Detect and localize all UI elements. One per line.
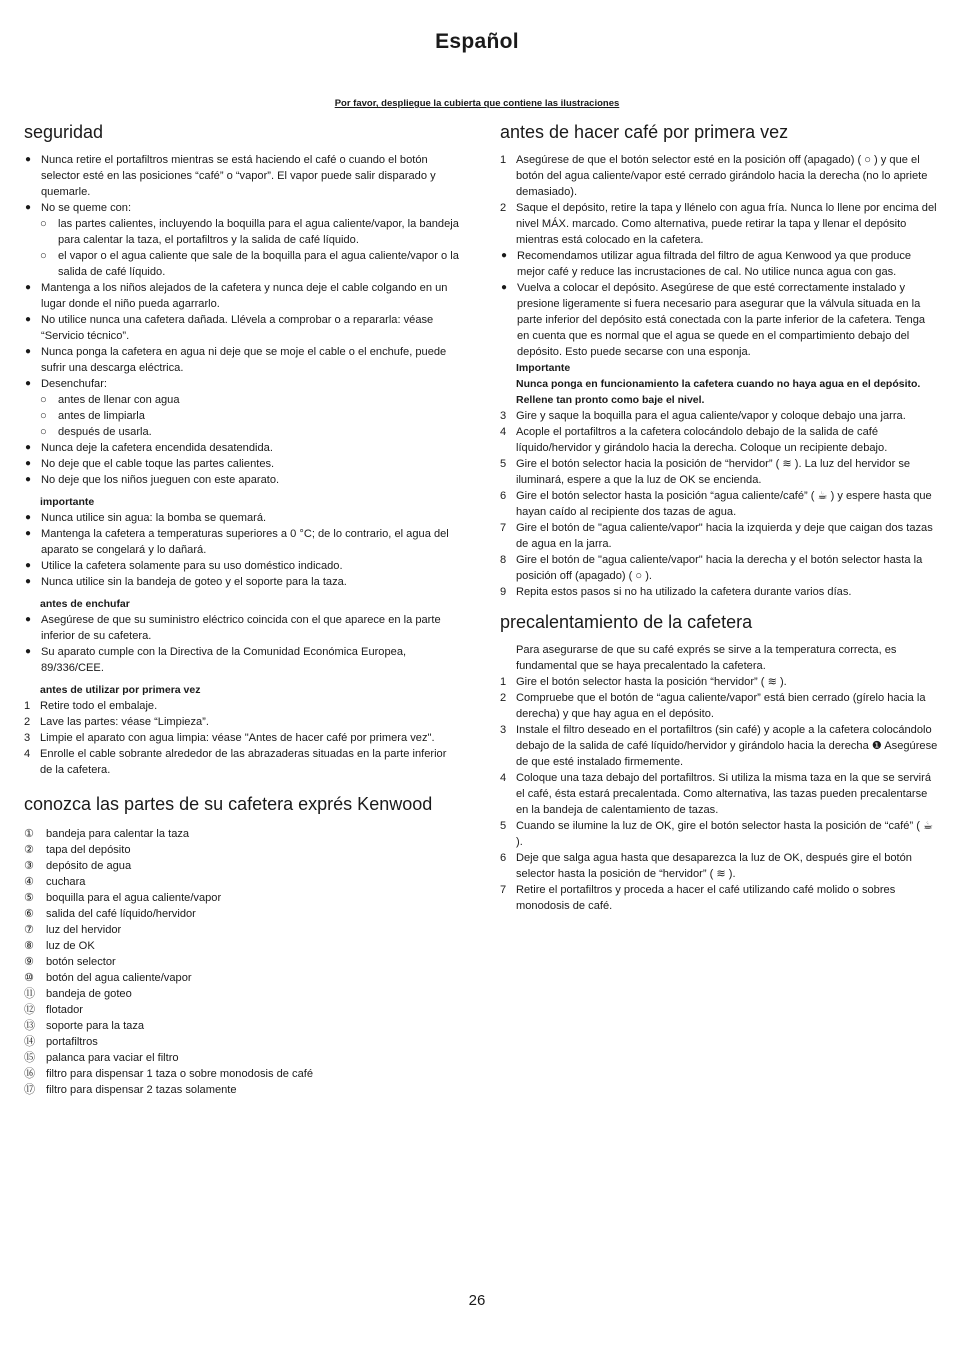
list-text: las partes calientes, incluyendo la boquilla para el agua caliente/vapor, la bandeja para calentar la taza, el portafiltros y la salida de café líquido.	[58, 218, 459, 246]
list-item	[24, 344, 459, 376]
list-text: antes de limpiarla	[58, 410, 145, 422]
list-text: Gire el botón selector hasta la posición “agua caliente/café” ( ☕ ) y espere hasta que hayan caído al recipiente dos tazas de agua.	[516, 490, 932, 518]
list-marker: ⑥	[24, 908, 34, 920]
list-text: salida del café líquido/hervidor	[46, 908, 196, 920]
heading-seguridad: seguridad	[24, 122, 104, 142]
first-use-steps-a	[500, 152, 938, 360]
list-text: tapa del depósito	[46, 844, 131, 856]
list-marker: ●	[25, 442, 32, 453]
list-text: Instale el filtro deseado en el portafiltros (sin café) y acople a la cafetera colocándolo debajo de la salida de café líquido/hervidor y girándolo hacia la derecha ❶ Asegúrese de que esté instalado firmemente.	[516, 724, 938, 768]
list-text: Nunca ponga la cafetera en agua ni deje que se moje el cable o el enchufe, puede sufrir una descarga eléctrica.	[41, 346, 447, 374]
list-marker: ●	[25, 346, 32, 357]
list-item	[24, 440, 459, 456]
list-item	[24, 1018, 459, 1034]
list-item	[24, 746, 459, 778]
list-marker: 1	[24, 700, 31, 712]
list-text: el vapor o el agua caliente que sale de la boquilla para el agua caliente/vapor o la salida de café líquido.	[58, 250, 459, 278]
list-marker: ⑧	[24, 940, 34, 952]
list-marker: ⑪	[24, 988, 36, 1000]
list-marker: ⑦	[24, 924, 34, 936]
list-text: soporte para la taza	[46, 1020, 145, 1032]
list-item	[500, 456, 938, 488]
list-marker: 6	[500, 490, 507, 502]
list-text: bandeja para calentar la taza	[46, 828, 190, 840]
list-item	[500, 770, 938, 818]
list-text: filtro para dispensar 1 taza o sobre monodosis de café	[46, 1068, 314, 1080]
list-item	[24, 874, 459, 890]
list-text: Nunca retire el portafiltros mientras se está haciendo el café o cuando el botón selector esté en las posiciones “café” o “vapor”. El vapor puede salir disparado y quemarle.	[41, 154, 436, 198]
list-item	[500, 552, 938, 584]
list-item	[500, 674, 938, 690]
list-text: Coloque una taza debajo del portafiltros. Si utiliza la misma taza en la que se servirá el café, ésta estará precalentada. Como alternativa, las tazas pueden precalentarse en la bandeja de calentamiento de tazas.	[516, 772, 932, 816]
preheat-intro: Para asegurarse de que su café exprés se sirve a la temperatura correcta, es fundamental que se haya precalentado la cafetera.	[516, 644, 897, 672]
importante-warning: Nunca ponga en funcionamiento la cafetera cuando no haya agua en el depósito. Rellene tan pronto como baje el nivel.	[516, 378, 921, 406]
list-item	[24, 216, 459, 248]
list-marker: ●	[25, 202, 32, 213]
list-text: luz del hervidor	[46, 924, 122, 936]
list-marker: 7	[500, 884, 507, 896]
list-text: Nunca utilice sin agua: la bomba se quemará.	[41, 512, 267, 524]
list-text: Gire y saque la boquilla para el agua caliente/vapor y coloque debajo una jarra.	[516, 410, 906, 422]
list-text: bandeja de goteo	[46, 988, 132, 1000]
list-marker: ○	[40, 394, 47, 406]
list-marker: ●	[501, 250, 508, 261]
list-item	[24, 858, 459, 874]
list-item	[500, 818, 938, 850]
list-marker: 9	[500, 586, 507, 598]
list-item	[24, 612, 459, 644]
list-text: Nunca deje la cafetera encendida desatendida.	[41, 442, 273, 454]
list-text: Compruebe que el botón de “agua caliente/vapor” está bien cerrado (gírelo hacia la derecha) y que hay agua en el depósito.	[516, 692, 926, 720]
list-item	[500, 424, 938, 456]
list-item	[24, 714, 459, 730]
list-text: antes de llenar con agua	[58, 394, 180, 406]
heading-antes-de-enchufar: antes de enchufar	[40, 598, 130, 610]
list-text: portafiltros	[46, 1036, 98, 1048]
list-item	[24, 1050, 459, 1066]
list-marker: 2	[500, 692, 507, 704]
list-text: Saque el depósito, retire la tapa y llénelo con agua fría. Nunca lo llene por encima del nivel MÁX. marcado. Como alternativa, puede retirar la tapa y llenar el depósito mientras está colocado en la cafetera.	[516, 202, 937, 246]
list-text: Gire el botón selector hacia la posición de “hervidor” ( ≋ ). La luz del hervidor se iluminará, espere a que la luz de OK se encienda.	[516, 458, 911, 486]
list-item	[500, 200, 938, 248]
list-marker: 3	[24, 732, 31, 744]
list-item	[500, 584, 938, 600]
list-text: No deje que los niños jueguen con este aparato.	[41, 474, 280, 486]
list-text: Deje que salga agua hasta que desaparezca la luz de OK, después gire el botón selector hasta la posición de “hervidor” ( ≋ ).	[516, 852, 912, 880]
list-item	[24, 1066, 459, 1082]
list-text: botón selector	[46, 956, 116, 968]
list-item	[24, 1002, 459, 1018]
list-marker: ●	[25, 154, 32, 165]
list-text: Desenchufar:	[41, 378, 107, 390]
importante-label: Importante	[516, 362, 571, 374]
list-text: Lave las partes: véase “Limpieza”.	[40, 716, 209, 728]
list-text: Asegúrese de que su suministro eléctrico coincida con el que aparece en la parte inferior de su cafetera.	[41, 614, 441, 642]
right-column	[500, 120, 938, 914]
list-text: filtro para dispensar 2 tazas solamente	[46, 1084, 237, 1096]
list-marker: ●	[25, 528, 32, 539]
list-text: Retire el portafiltros y proceda a hacer el café utilizando café molido o sobres monodosis de café.	[516, 884, 896, 912]
fold-out-note: Por favor, despliegue la cubierta que contiene las ilustraciones	[334, 98, 620, 109]
list-marker: ●	[25, 646, 32, 657]
enchufar-list	[24, 612, 459, 676]
list-marker: 3	[500, 410, 507, 422]
list-marker: 3	[500, 724, 507, 736]
list-text: Su aparato cumple con la Directiva de la Comunidad Económica Europea, 89/336/CEE.	[41, 646, 407, 674]
list-marker: ⑯	[24, 1068, 36, 1080]
heading-primera-vez-cafe: antes de hacer café por primera vez	[500, 122, 789, 142]
list-marker: 1	[500, 154, 507, 166]
list-text: Limpie el aparato con agua limpia: véase "Antes de hacer café por primera vez".	[40, 732, 435, 744]
list-item	[24, 698, 459, 714]
list-marker: ○	[40, 218, 47, 230]
list-item	[24, 280, 459, 312]
list-item	[24, 200, 459, 216]
heading-precalentamiento: precalentamiento de la cafetera	[500, 612, 753, 632]
list-marker: 2	[24, 716, 31, 728]
list-text: botón del agua caliente/vapor	[46, 972, 192, 984]
list-item	[500, 248, 938, 280]
list-item	[500, 280, 938, 360]
safety-list	[24, 152, 459, 488]
list-marker: 4	[500, 772, 507, 784]
list-marker: 4	[24, 748, 31, 760]
list-marker: ①	[24, 828, 34, 840]
list-marker: ⑮	[24, 1052, 36, 1064]
list-item	[24, 456, 459, 472]
list-marker: 5	[500, 458, 507, 470]
list-text: No deje que el cable toque las partes calientes.	[41, 458, 275, 470]
list-text: Cuando se ilumine la luz de OK, gire el botón selector hasta la posición de “café” ( ☕ ).	[516, 820, 933, 848]
list-text: Gire el botón de "agua caliente/vapor" hacia la derecha y el botón selector hasta la posición off (apagado) ( ○ ).	[516, 554, 923, 582]
list-text: flotador	[46, 1004, 84, 1016]
list-marker: ⑤	[24, 892, 34, 904]
list-item	[24, 1034, 459, 1050]
list-item	[24, 408, 459, 424]
list-text: Acople el portafiltros a la cafetera colocándolo debajo de la salida de café líquido/hervidor y girándolo hacia la derecha. Coloque un recipiente debajo.	[516, 426, 888, 454]
parts-list	[24, 826, 459, 1098]
list-marker: ②	[24, 844, 34, 856]
list-marker: ●	[25, 560, 32, 571]
list-marker: ⑬	[24, 1020, 36, 1032]
list-item	[500, 850, 938, 882]
list-item	[24, 922, 459, 938]
list-marker: ●	[25, 314, 32, 325]
list-text: No se queme con:	[41, 202, 132, 214]
list-item	[24, 526, 459, 558]
list-marker: ●	[25, 576, 32, 587]
list-marker: ③	[24, 860, 34, 872]
list-marker: ⑰	[24, 1084, 36, 1096]
preheat-steps	[500, 674, 938, 914]
list-marker: 6	[500, 852, 507, 864]
list-item	[500, 722, 938, 770]
page-title: Español	[435, 30, 519, 53]
list-marker: ⑭	[24, 1036, 36, 1048]
importante-list	[24, 510, 459, 590]
list-text: después de usarla.	[58, 426, 152, 438]
list-marker: 8	[500, 554, 507, 566]
list-item	[24, 392, 459, 408]
left-column	[24, 120, 459, 1098]
list-marker: ⑩	[24, 972, 34, 984]
list-text: Gire el botón de "agua caliente/vapor" hacia la izquierda y deje que caigan dos tazas de agua en la jarra.	[516, 522, 933, 550]
list-item	[24, 644, 459, 676]
list-item	[500, 488, 938, 520]
list-item	[24, 1082, 459, 1098]
list-text: depósito de agua	[46, 860, 132, 872]
list-marker: ●	[25, 378, 32, 389]
list-text: Mantenga la cafetera a temperaturas superiores a 0 °C; de lo contrario, el agua del aparato se congelará y lo dañará.	[41, 528, 449, 556]
list-marker: ●	[25, 458, 32, 469]
heading-partes: conozca las partes de su cafetera exprés Kenwood	[24, 794, 433, 814]
list-item	[24, 472, 459, 488]
list-marker: ●	[25, 614, 32, 625]
list-marker: 2	[500, 202, 507, 214]
list-item	[24, 558, 459, 574]
list-text: Mantenga a los niños alejados de la cafetera y nunca deje el cable colgando en un lugar donde el niño pueda agarrarlo.	[41, 282, 448, 310]
list-marker: ⑫	[24, 1004, 36, 1016]
list-marker: ●	[25, 282, 32, 293]
list-item	[500, 520, 938, 552]
list-marker: ●	[25, 512, 32, 523]
heading-primera-vez: antes de utilizar por primera vez	[40, 684, 201, 696]
list-item	[24, 970, 459, 986]
list-item	[24, 730, 459, 746]
list-item	[24, 574, 459, 590]
list-text: Repita estos pasos si no ha utilizado la cafetera durante varios días.	[516, 586, 852, 598]
list-text: Recomendamos utilizar agua filtrada del filtro de agua Kenwood ya que produce mejor café y reduce las incrustaciones de cal. No utilice nunca agua con gas.	[517, 250, 912, 278]
first-use-steps-b	[500, 408, 938, 600]
list-item	[500, 690, 938, 722]
list-text: Nunca utilice sin la bandeja de goteo y el soporte para la taza.	[41, 576, 347, 588]
list-item	[24, 152, 459, 200]
list-item	[24, 424, 459, 440]
list-item	[500, 882, 938, 914]
list-text: cuchara	[46, 876, 86, 888]
list-marker: ○	[40, 250, 47, 262]
list-marker: 4	[500, 426, 507, 438]
list-marker: ○	[40, 410, 47, 422]
list-text: luz de OK	[46, 940, 95, 952]
list-item	[24, 890, 459, 906]
list-item	[24, 986, 459, 1002]
list-text: palanca para vaciar el filtro	[46, 1052, 179, 1064]
list-text: Asegúrese de que el botón selector esté en la posición off (apagado) ( ○ ) y que el botón del agua caliente/vapor esté cerrado girándolo hacia la derecha (no lo apriete demasiado).	[516, 154, 928, 198]
list-marker: 7	[500, 522, 507, 534]
list-item	[24, 510, 459, 526]
page-number: 26	[468, 1292, 486, 1309]
list-marker: ④	[24, 876, 34, 888]
list-marker: 5	[500, 820, 507, 832]
list-item	[500, 152, 938, 200]
list-text: Enrolle el cable sobrante alrededor de las abrazaderas situadas en la parte inferior de la cafetera.	[40, 748, 447, 776]
list-item	[24, 248, 459, 280]
list-text: No utilice nunca una cafetera dañada. Llévela a comprobar o a repararla: véase “Servicio técnico”.	[41, 314, 434, 342]
list-marker: ●	[501, 282, 508, 293]
list-item	[24, 938, 459, 954]
heading-importante: importante	[40, 496, 95, 508]
list-marker: ○	[40, 426, 47, 438]
list-text: Gire el botón selector hasta la posición “hervidor” ( ≋ ).	[516, 676, 787, 688]
list-text: Vuelva a colocar el depósito. Asegúrese de que esté correctamente instalado y presione ligeramente si fuera necesario para asegurar que la válvula situada en la parte inferior del depósito está conectada con la parte inferior de la cafetera. Tenga en cuenta que es normal que el agua se quede en el compartimiento debajo del depósito. Esto puede secarse con una esponja.	[517, 282, 926, 358]
list-text: Retire todo el embalaje.	[40, 700, 158, 712]
list-item	[500, 408, 938, 424]
list-item	[24, 312, 459, 344]
list-item	[24, 906, 459, 922]
list-marker: 1	[500, 676, 507, 688]
list-item	[24, 954, 459, 970]
list-item	[24, 842, 459, 858]
list-marker: ⑨	[24, 956, 34, 968]
list-text: Utilice la cafetera solamente para su uso doméstico indicado.	[41, 560, 343, 572]
list-item	[24, 826, 459, 842]
list-item	[24, 376, 459, 392]
list-marker: ●	[25, 474, 32, 485]
primera-vez-list	[24, 698, 459, 778]
list-text: boquilla para el agua caliente/vapor	[46, 892, 222, 904]
